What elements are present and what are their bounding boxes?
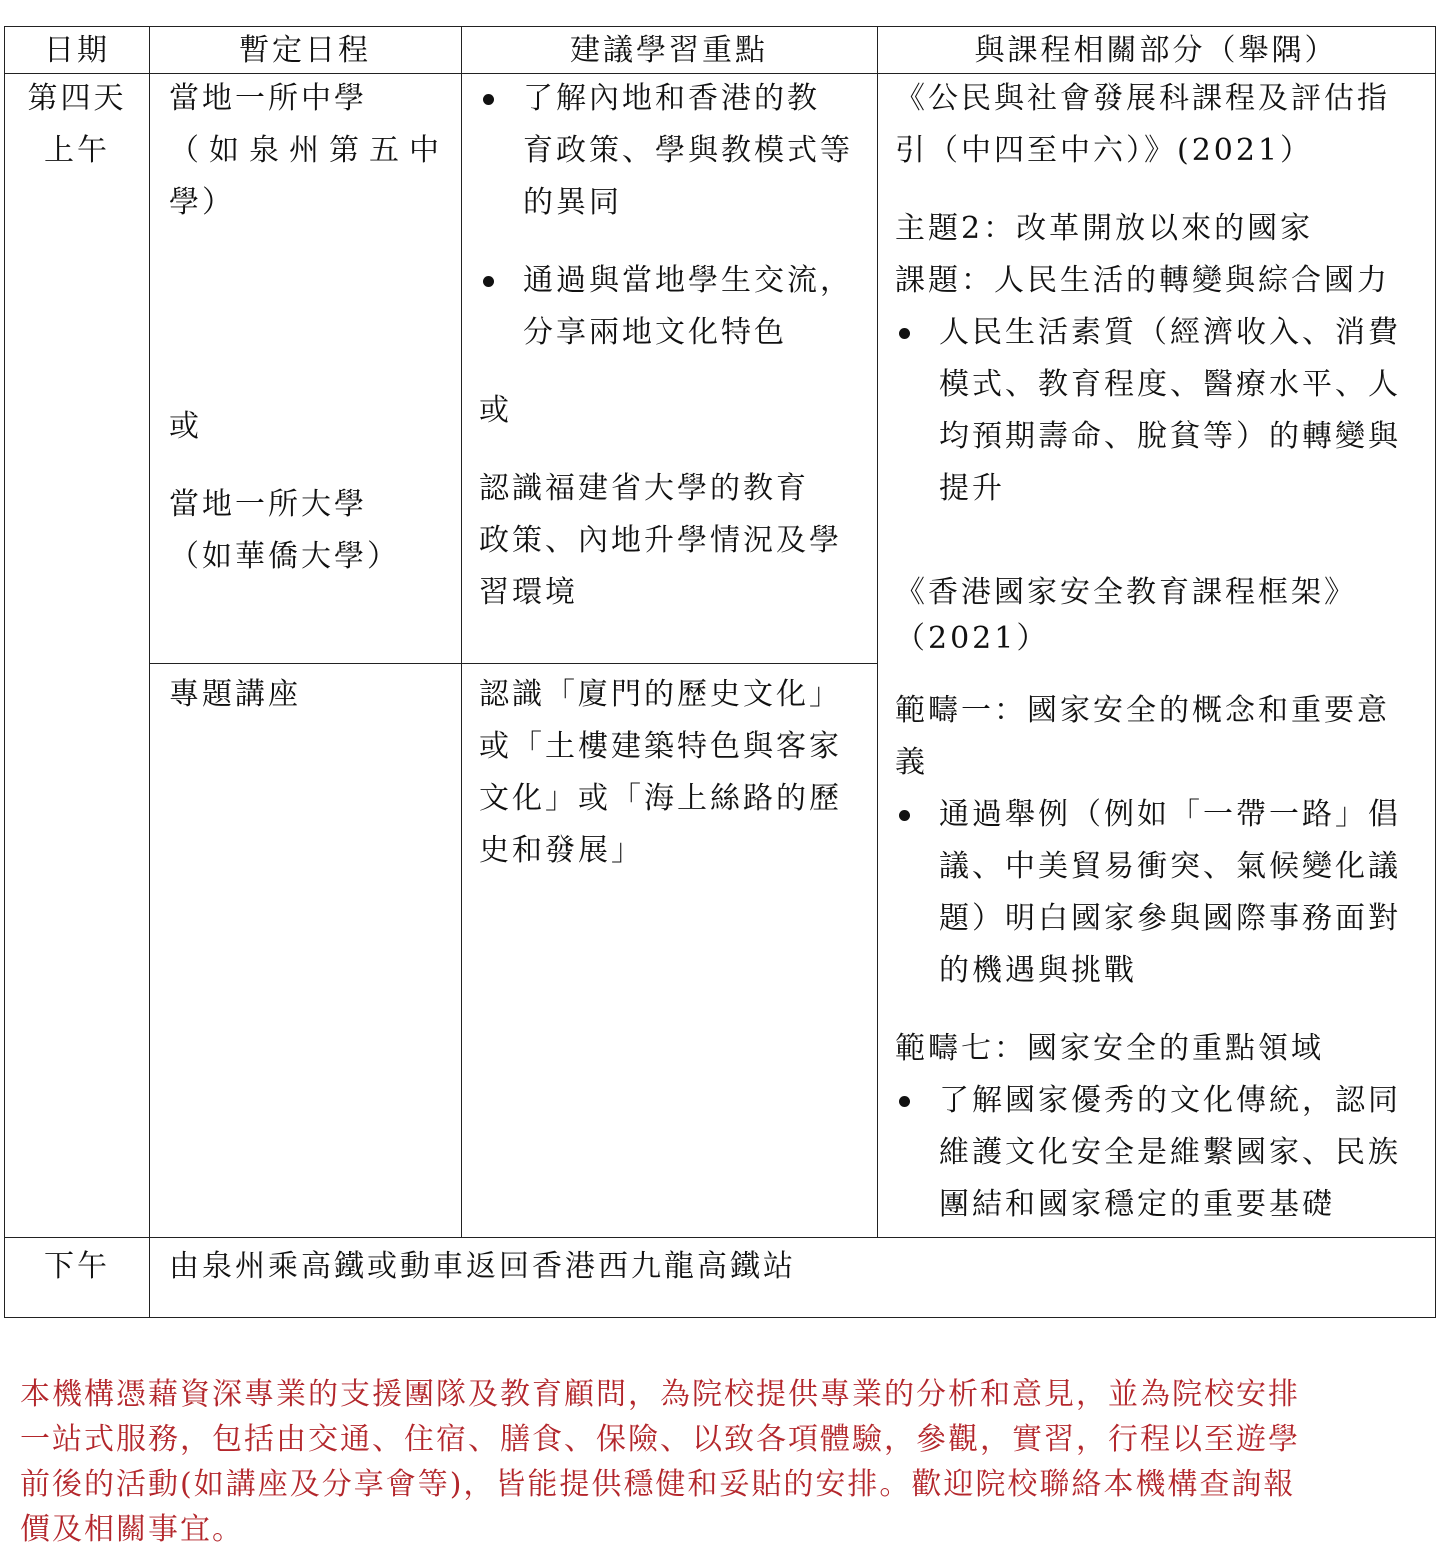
curriculum-bullet-line: 團結和國家穩定的重要基礎 <box>939 1187 1335 1222</box>
day-label-line: 第四天 <box>27 81 127 116</box>
curriculum-bullet <box>895 789 1429 997</box>
curriculum-doc-title: 《香港國家安全教育課程框架》 <box>895 575 1357 610</box>
focus-bullet-line: 分享兩地文化特色 <box>523 315 787 350</box>
focus-bullet-line: 通過與當地學生交流， <box>523 263 853 298</box>
curriculum-domain: 範疇一：國家安全的概念和重要意 <box>895 693 1390 728</box>
focus-para-line: 政策、內地升學情況及學 <box>479 523 842 558</box>
schedule-lecture: 專題講座 <box>169 677 301 712</box>
curriculum-doc-title: 《公民與社會發展科課程及評估指 <box>895 81 1390 116</box>
morning-focus <box>479 73 871 619</box>
col-divider-2 <box>461 27 462 1237</box>
focus-bullet-line: 了解內地和香港的教 <box>523 81 820 116</box>
curriculum-bullet-line: 提升 <box>939 471 1005 506</box>
afternoon-label: 下午 <box>44 1249 110 1284</box>
focus-bullet-line: 的異同 <box>523 185 622 220</box>
header-focus: 建議學習重點 <box>570 33 768 68</box>
schedule-university-line: （如華僑大學） <box>169 539 400 574</box>
day-label-line: 上午 <box>44 133 110 168</box>
curriculum-domain: 範疇七：國家安全的重點領域 <box>895 1031 1324 1066</box>
focus-lecture-line: 史和發展」 <box>479 833 644 868</box>
focus-bullet <box>479 73 871 229</box>
lecture-divider <box>149 663 877 664</box>
curriculum-theme: 主題2：改革開放以來的國家 <box>895 211 1314 246</box>
curriculum-bullet-line: 的機遇與挑戰 <box>939 953 1137 988</box>
focus-lecture-line: 認識「廈門的歷史文化」 <box>479 677 842 712</box>
focus-lecture-line: 文化」或「海上絲路的歷 <box>479 781 842 816</box>
curriculum-topic: 課題：人民生活的轉變與綜合國力 <box>895 263 1390 298</box>
note-line: 本機構憑藉資深專業的支援團隊及教育顧問，為院校提供專業的分析和意見，並為院校安排 <box>20 1377 1300 1412</box>
header-schedule: 暫定日程 <box>239 33 371 68</box>
curriculum-bullet-line: 題）明白國家參與國際事務面對 <box>939 901 1401 936</box>
focus-para-line: 習環境 <box>479 575 578 610</box>
header-date: 日期 <box>44 33 110 68</box>
curriculum-bullet <box>895 307 1429 515</box>
note-line: 價及相關事宜。 <box>20 1512 244 1547</box>
curriculum-bullet-line: 維護文化安全是維繫國家、民族 <box>939 1135 1401 1170</box>
curriculum-bullet-line: 均預期壽命、脫貧等）的轉變與 <box>939 419 1401 454</box>
curriculum-bullet-line: 模式、教育程度、醫療水平、人 <box>939 367 1401 402</box>
afternoon-divider <box>5 1237 1435 1238</box>
focus-bullet <box>479 255 871 359</box>
afternoon-text: 由泉州乘高鐵或動車返回香港西九龍高鐵站 <box>169 1249 796 1284</box>
agency-note <box>20 1372 1422 1552</box>
curriculum-doc-title: 引（中四至中六）》(2021） <box>895 133 1314 168</box>
note-line: 一站式服務，包括由交通、住宿、膳食、保險、以致各項體驗，參觀，實習，行程以至遊學 <box>20 1422 1300 1457</box>
schedule-school-line: （如泉州第五中 <box>169 133 449 168</box>
schedule-school-line: 當地一所中學 <box>169 81 367 116</box>
curriculum-domain: 義 <box>895 745 928 780</box>
morning-schedule <box>169 73 453 583</box>
focus-para-line: 認識福建省大學的教育 <box>479 471 809 506</box>
schedule-or: 或 <box>169 409 202 444</box>
focus-bullet-line: 育政策、學與教模式等 <box>523 133 853 168</box>
col-divider-3 <box>877 27 878 1237</box>
note-line: 前後的活動(如講座及分享會等)，皆能提供穩健和妥貼的安排。歡迎院校聯絡本機構查詢報 <box>20 1467 1296 1502</box>
focus-lecture-line: 或「土樓建築特色與客家 <box>479 729 842 764</box>
curriculum-bullet-line: 議、中美貿易衝突、氣候變化議 <box>939 849 1401 884</box>
schedule-school-line: 學） <box>169 185 235 220</box>
curriculum-bullet-line: 了解國家優秀的文化傳統，認同 <box>939 1083 1401 1118</box>
itinerary-table <box>4 26 1436 1318</box>
curriculum-doc-title: （2021） <box>895 621 1050 656</box>
curriculum-bullet-line: 人民生活素質（經濟收入、消費 <box>939 315 1401 350</box>
curriculum-bullet <box>895 1075 1429 1231</box>
focus-lecture <box>479 669 871 877</box>
curriculum-bullet-line: 通過舉例（例如「一帶一路」倡 <box>939 797 1401 832</box>
focus-or: 或 <box>479 393 512 428</box>
header-curriculum: 與課程相關部分（舉隅） <box>974 33 1338 68</box>
col-divider-1 <box>149 27 150 1317</box>
schedule-university-line: 當地一所大學 <box>169 487 367 522</box>
day-label <box>5 73 149 177</box>
curriculum-cell <box>895 73 1429 1231</box>
